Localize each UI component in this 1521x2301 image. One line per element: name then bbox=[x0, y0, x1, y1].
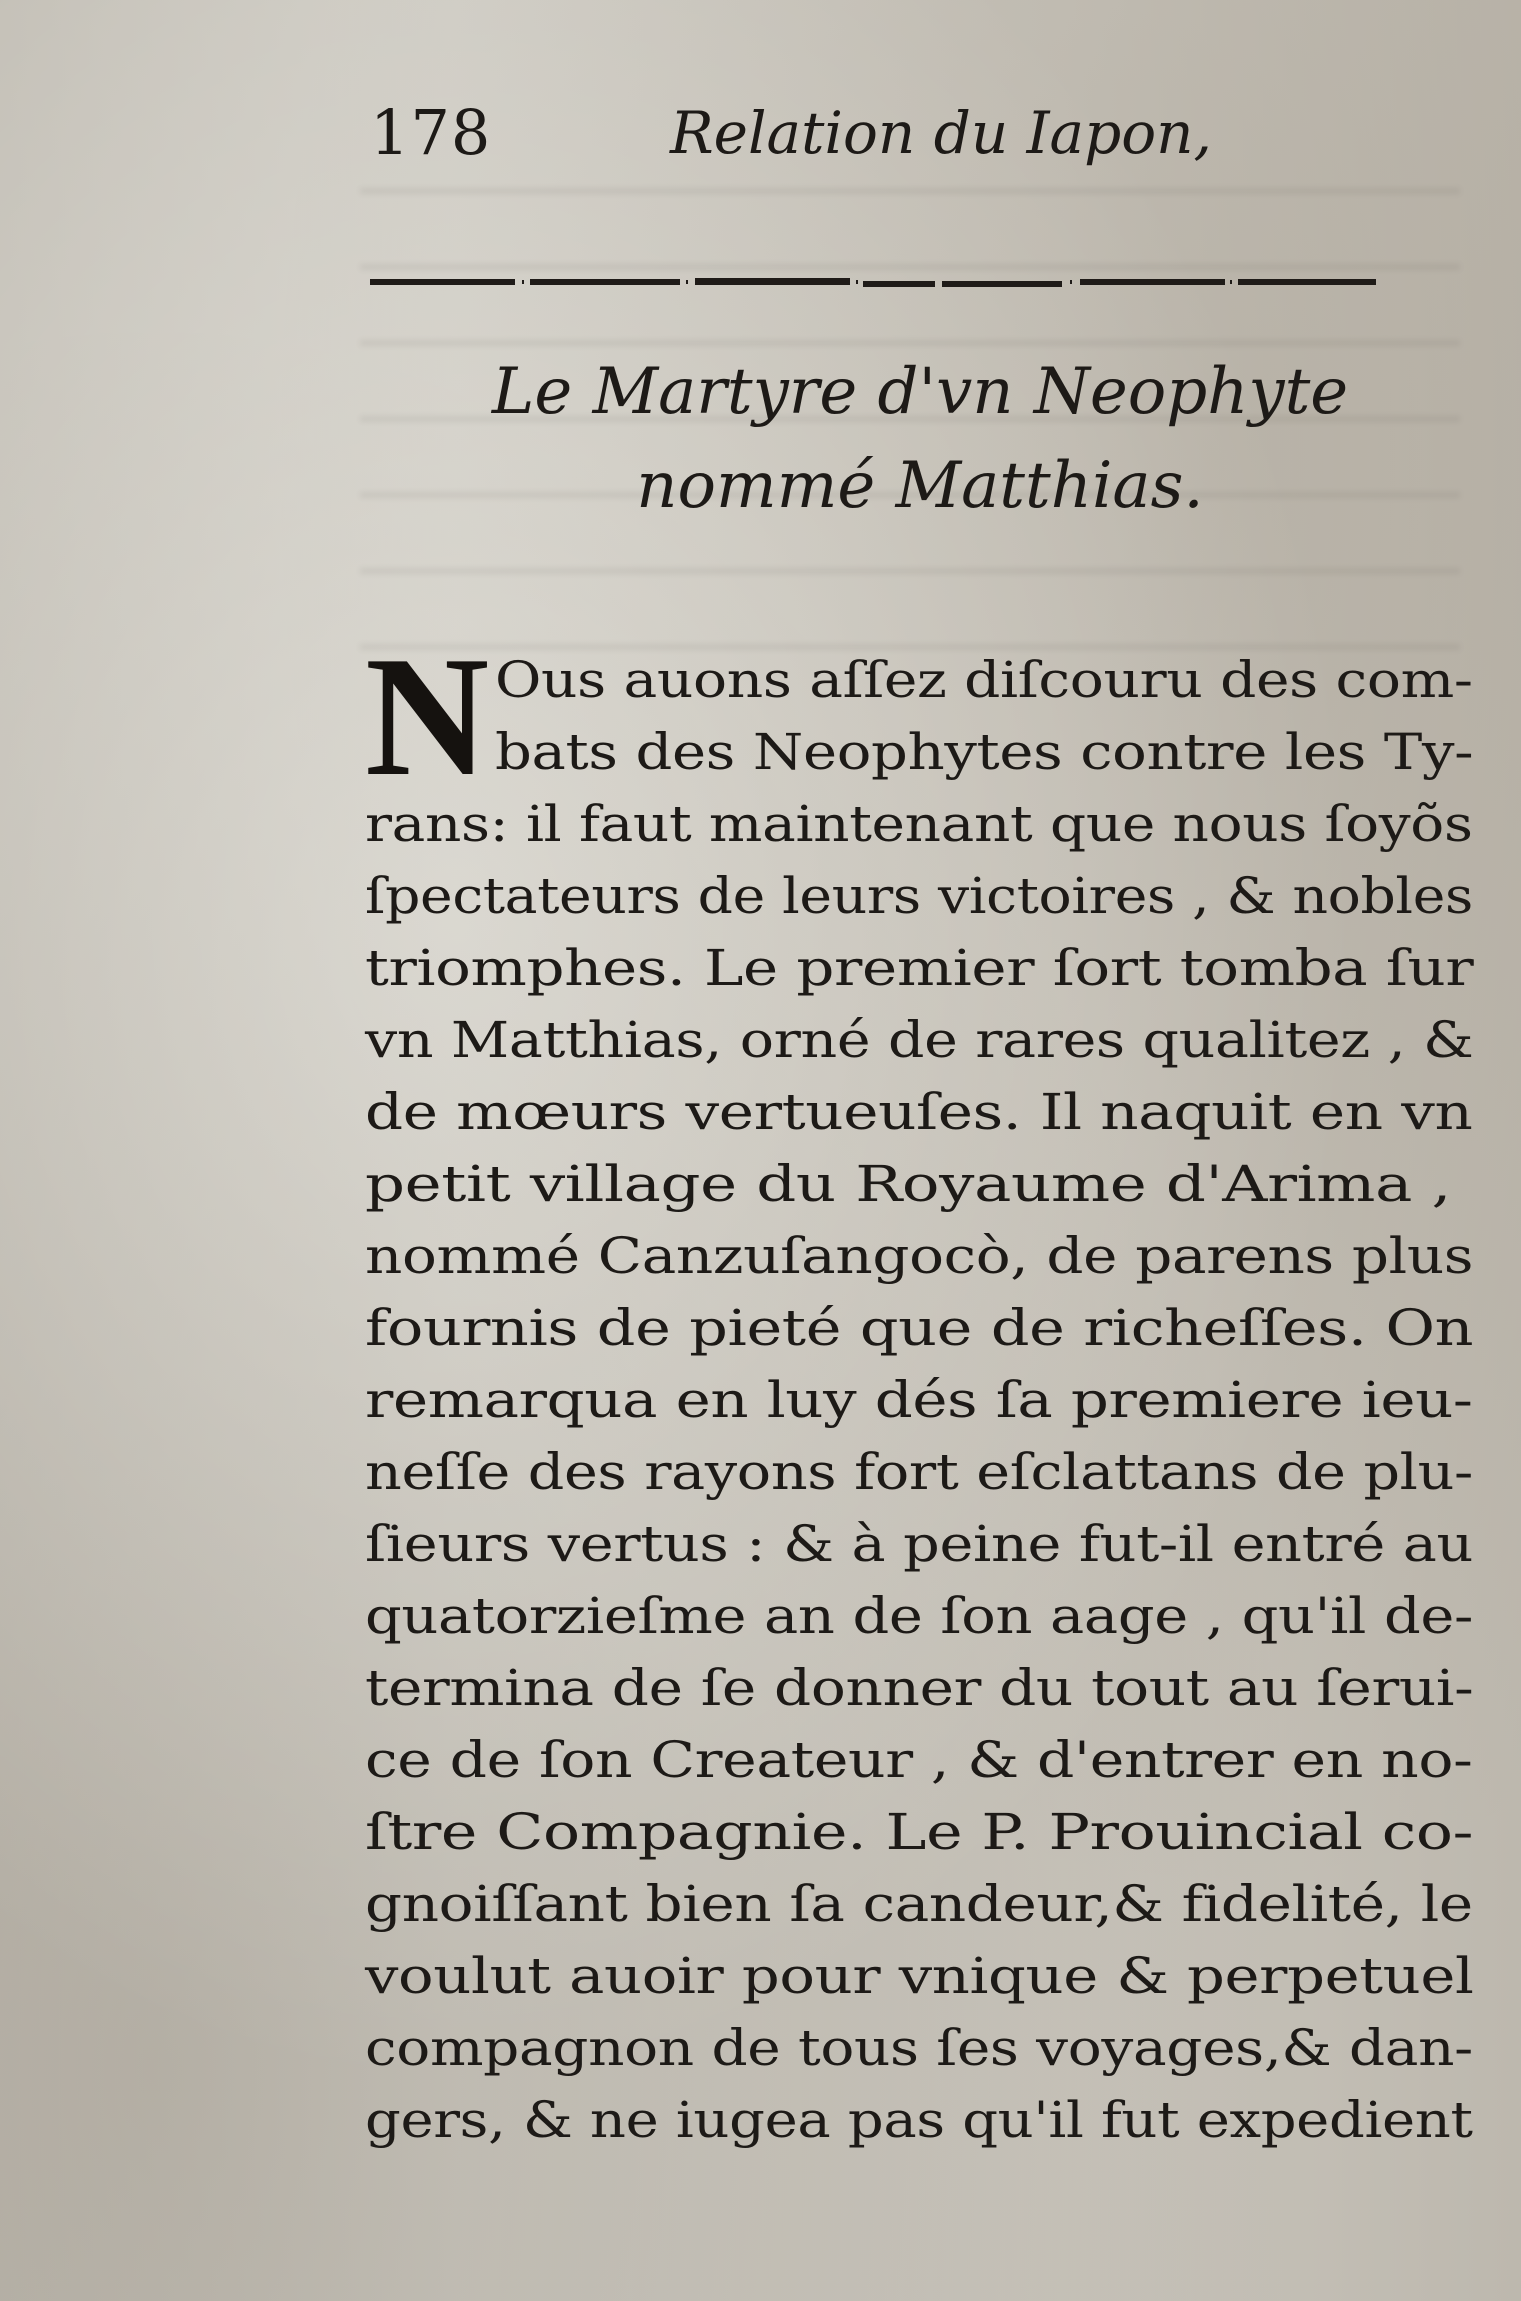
section-title-line-2: nommé Matthias. bbox=[636, 449, 1204, 523]
text-line: fournis de pieté que de richeſſes. On bbox=[365, 1299, 1474, 1357]
text-line: Ous auons aſſez diſcouru des com- bbox=[495, 651, 1473, 709]
text-line: vn Matthias, orné de rares qualitez , & bbox=[365, 1011, 1474, 1069]
text-line: gnoiſſant bien ſa candeur,& fidelité, le bbox=[365, 1875, 1473, 1933]
section-title-line-1: Le Martyre d'vn Neophyte bbox=[491, 355, 1349, 429]
text-line: remarqua en luy dés ſa premiere ieu- bbox=[365, 1371, 1473, 1429]
page-number: 178 bbox=[370, 96, 492, 169]
text-line: gers, & ne iugea pas qu'il fut expedient bbox=[365, 2091, 1473, 2149]
text-line: termina de ſe donner du tout au ſerui- bbox=[365, 1659, 1474, 1717]
text-line: ſpectateurs de leurs victoires , & nobles bbox=[365, 867, 1473, 925]
text-line: nommé Canzuſangocò, de parens plus bbox=[365, 1227, 1474, 1285]
text-line: quatorzieſme an de ſon aage , qu'il de- bbox=[365, 1587, 1474, 1645]
text-line: neſſe des rayons fort eſclattans de plu- bbox=[365, 1443, 1473, 1501]
text-line: bats des Neophytes contre les Ty- bbox=[495, 723, 1474, 781]
section-title bbox=[370, 345, 1470, 533]
body-text bbox=[365, 622, 1475, 2175]
drop-cap: N bbox=[365, 622, 490, 812]
text-line: ſtre Compagnie. Le P. Prouincial co- bbox=[365, 1803, 1474, 1861]
text-line: voulut auoir pour vnique & perpetuel bbox=[365, 1947, 1474, 2005]
running-head bbox=[370, 88, 1470, 178]
text-line: petit village du Royaume d'Arima , bbox=[365, 1155, 1451, 1213]
text-line: rans: il faut maintenant que nous ſoyõs bbox=[365, 795, 1473, 853]
text-line: compagnon de tous ſes voyages,& dan- bbox=[365, 2019, 1473, 2077]
text-line: triomphes. Le premier ſort tomba ſur bbox=[365, 939, 1474, 997]
running-head-title: Relation du Iapon, bbox=[670, 99, 1212, 167]
text-line: ce de ſon Createur , & d'entrer en no- bbox=[365, 1731, 1473, 1789]
text-line: ſieurs vertus : & à peine fut-il entré au bbox=[365, 1515, 1473, 1573]
ornamental-rule bbox=[370, 272, 1478, 292]
text-line: de mœurs vertueuſes. Il naquit en vn bbox=[365, 1083, 1473, 1141]
